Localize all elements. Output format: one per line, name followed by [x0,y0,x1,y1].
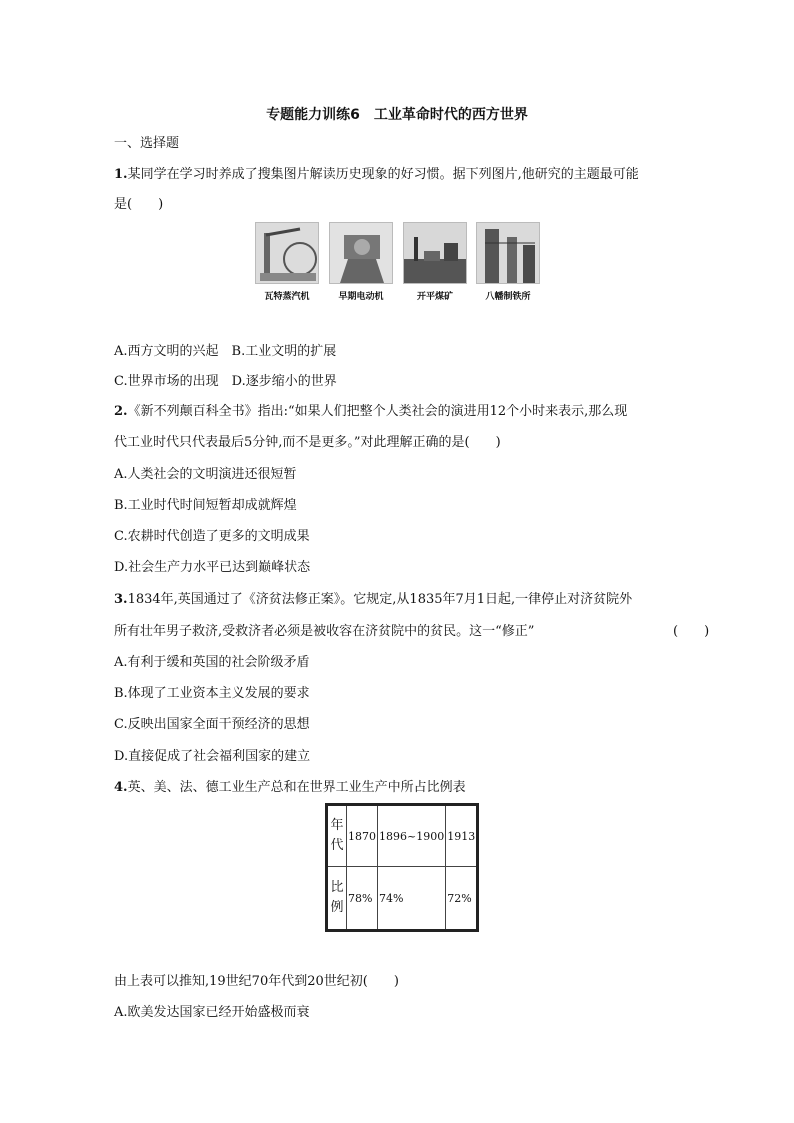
question-text: 《新不列颠百科全书》指出:“如果人们把整个人类社会的演进用12个小时来表示,那么现 [127,404,628,419]
question-3-option-c: C.反映出国家全面干预经济的思想 [114,717,310,732]
question-text: 1834年,英国通过了《济贫法修正案》。它规定,从1835年7月1日起,一律停止对济贫院外 [127,592,633,607]
ratio-header-cell: 比例 [327,867,347,931]
question-number: 4. [114,780,128,795]
question-number: 1. [114,167,128,182]
question-text: 某同学在学习时养成了搜集图片解读历史现象的好习惯。据下列图片,他研究的主题最可能 [127,167,639,182]
table-cell: 1913 [446,805,478,867]
question-3-option-d: D.直接促成了社会福利国家的建立 [114,749,311,764]
figure-caption: 瓦特蒸汽机 [264,292,310,302]
figure-caption: 开平煤矿 [416,292,453,302]
coal-mine-image [403,222,467,284]
steel-works-image [476,222,540,284]
table-cell: 74% [378,867,446,931]
question-2-cont: 代工业时代只代表最后5分钟,而不是更多。”对此理解正确的是( ) [114,435,501,450]
question-3-cont: 所有壮年男子救济,受救济者必须是被收容在济贫院中的贫民。这一“修正” [114,624,535,639]
question-1-options-ab: A.西方文明的兴起 B.工业文明的扩展 [114,344,337,359]
figure-caption: 早期电动机 [338,292,384,302]
ratio-table [325,803,479,932]
question-2 [114,403,627,421]
question-3-option-b: B.体现了工业资本主义发展的要求 [114,686,310,701]
table-cell: 72% [446,867,478,931]
question-1-figures [255,222,540,304]
question-4-cont: 由上表可以推知,19世纪70年代到20世纪初( ) [114,974,399,989]
figure-steel-works [476,222,540,302]
figure-electric-motor [329,222,393,302]
table-cell: 78% [347,867,378,931]
table-cell: 1870 [347,805,378,867]
table-row [327,805,478,867]
question-2-option-a: A.人类社会的文明演进还很短暂 [114,467,297,482]
question-4-option-a: A.欧美发达国家已经开始盛极而衰 [114,1005,310,1020]
answer-blank: ( ) [673,624,710,639]
question-4 [114,779,466,797]
page-title: 专题能力训练6 工业革命时代的西方世界 [266,107,528,123]
question-1 [114,166,639,184]
steam-engine-image [255,222,319,284]
question-2-option-b: B.工业时代时间短暂却成就辉煌 [114,498,297,513]
question-number: 3. [114,592,128,607]
question-1-options-cd: C.世界市场的出现 D.逐步缩小的世界 [114,374,337,389]
question-2-option-c: C.农耕时代创造了更多的文明成果 [114,529,310,544]
question-2-option-d: D.社会生产力水平已达到巅峰状态 [114,560,311,575]
question-text: 英、美、法、德工业生产总和在世界工业生产中所占比例表 [127,780,466,795]
figure-caption: 八幡制铁所 [485,292,531,302]
question-3 [114,591,632,609]
section-heading: 一、选择题 [114,136,180,151]
table-cell: 1896~1900 [378,805,446,867]
figure-steam-engine [255,222,319,302]
year-header-cell: 年代 [327,805,347,867]
figure-coal-mine [403,222,467,302]
table-row [327,867,478,931]
question-number: 2. [114,404,128,419]
question-1-cont: 是( ) [114,197,164,212]
electric-motor-image [329,222,393,284]
question-3-option-a: A.有利于缓和英国的社会阶级矛盾 [114,655,310,670]
